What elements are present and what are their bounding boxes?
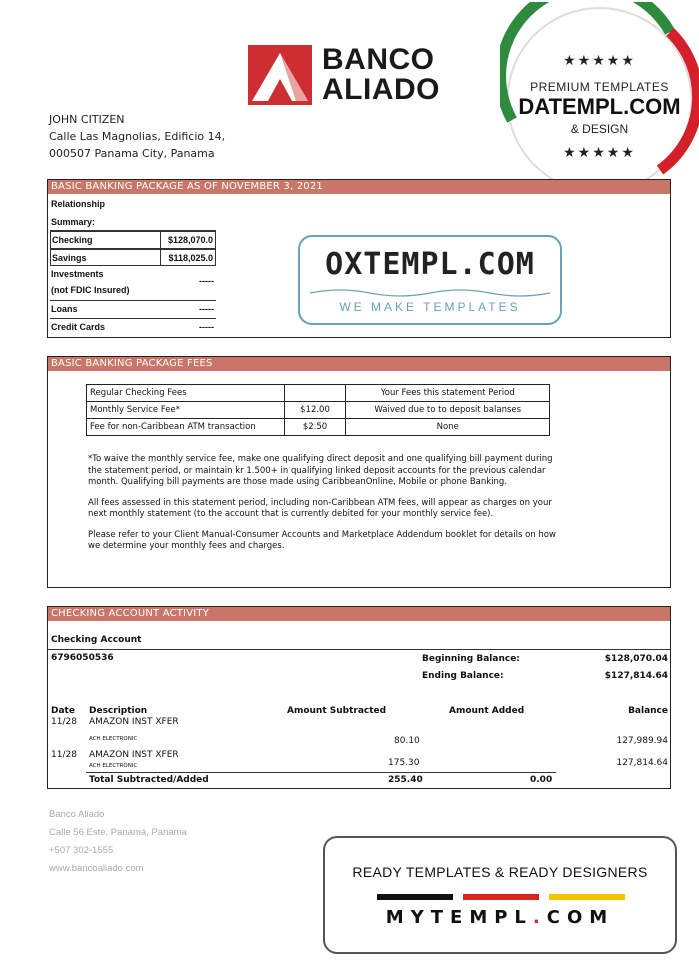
customer-address (49, 111, 225, 162)
fees-section (47, 356, 671, 588)
col-subtracted: Amount Subtracted (287, 706, 387, 716)
savings-label: Savings (52, 252, 87, 263)
fee-row (87, 402, 550, 419)
mytempl-promo (323, 836, 677, 954)
ending-balance-value: $127,814.64 (604, 671, 668, 681)
oxtempl-watermark (298, 235, 562, 325)
footer-bank-name: Banco Aliado (49, 809, 105, 820)
checking-label: Checking (52, 235, 93, 245)
fee-note-assessed: All fees assessed in this statement period, including non-Caribbean ATM fees, will appear as charges on your next monthly statement (to the account that is currently debited for your monthly service fee). (88, 497, 552, 519)
col-balance: Balance (628, 706, 668, 716)
summary-investments-row (50, 266, 216, 301)
activity-header: CHECKING ACCOUNT ACTIVITY (48, 607, 670, 621)
summary-table (50, 196, 216, 336)
txn-balance: 127,989.94 (616, 736, 668, 746)
bank-logo (248, 45, 463, 109)
address-line2: 000507 Panama City, Panama (49, 147, 215, 160)
total-added: 0.00 (530, 775, 553, 785)
txn-sub-description: ACH ELECTRONIC (89, 763, 138, 769)
loans-value: ----- (199, 304, 214, 314)
txn-date: 11/28 (51, 750, 77, 760)
fee-name: Fee for non-Caribbean ATM transaction (87, 419, 285, 436)
cards-label: Credit Cards (51, 321, 106, 332)
fee-note-refer: Please refer to your Client Manual-Consumer Accounts and Marketplace Addendum booklet for details on how we determine your monthly fees and charges. (88, 529, 556, 551)
txn-balance: 127,814.64 (616, 758, 668, 768)
promo-brand-left: MYTEMPL (385, 907, 533, 928)
account-number: 6796050536 (51, 653, 114, 663)
footer-phone: +507 302-1555 (49, 845, 114, 856)
txn-date: 11/28 (51, 717, 77, 727)
cards-value: ----- (199, 321, 214, 332)
watermark-wave-icon (300, 287, 560, 299)
fees-table (86, 384, 550, 436)
summary-label: Summary: (51, 216, 96, 227)
col-added: Amount Added (449, 706, 525, 716)
summary-savings-row (50, 249, 216, 267)
fee-amount: $12.00 (284, 402, 346, 419)
txn-subtracted: 80.10 (394, 736, 420, 746)
summary-header: BASIC BANKING PACKAGE AS OF NOVEMBER 3, 2021 (48, 180, 670, 194)
summary-relationship-row (50, 196, 216, 214)
fee-note: Waived due to to deposit balanses (346, 402, 550, 419)
col-description: Description (89, 706, 148, 716)
fees-header: BASIC BANKING PACKAGE FEES (48, 357, 670, 371)
total-subtracted: 255.40 (388, 775, 423, 785)
bank-name-line1: BANCO (322, 43, 435, 76)
ending-balance-label: Ending Balance: (422, 671, 504, 681)
account-label: Checking Account (51, 635, 142, 645)
fee-note-waive: *To waive the monthly service fee, make one qualifying direct deposit and one qualifying bill payment during the statement period, or maintain kr 1.500+ in qualifying linked deposit accounts for the previous calendar month. Qualifying bill payments are those made using CaribbeanOnline, Mobile or phone Banking. (88, 454, 553, 487)
fee-row (87, 385, 550, 402)
premium-seal (500, 2, 699, 198)
bank-footer (49, 806, 187, 878)
fee-row (87, 419, 550, 436)
investments-sub-label: (not FDIC Insured) (51, 285, 130, 295)
txn-description: AMAZON INST XFER (89, 717, 179, 727)
watermark-title: OXTEMPL.COM (325, 247, 535, 282)
col-date: Date (51, 706, 75, 716)
promo-brand-right: COM (546, 907, 615, 928)
watermark-subtitle: WE MAKE TEMPLATES (339, 300, 521, 314)
fee-name: Regular Checking Fees (87, 385, 285, 402)
txn-description: AMAZON INST XFER (89, 750, 179, 760)
savings-value: $118,025.0 (168, 252, 213, 263)
seal-line2: DATEMPL.COM (518, 94, 681, 119)
seal-stars-bottom: ★★★★★ (563, 144, 636, 160)
fee-notes (88, 454, 558, 562)
bank-name-line2: ALIADO (322, 73, 440, 106)
investments-value: ----- (199, 276, 214, 286)
promo-brand (325, 907, 675, 928)
loans-label: Loans (51, 304, 78, 314)
total-label: Total Subtracted/Added (89, 775, 209, 785)
seal-stars-top: ★★★★★ (563, 52, 636, 68)
txn-sub-description: ACH ELECTRONIC (89, 736, 138, 742)
summary-summary-row (50, 214, 216, 232)
fee-name: Monthly Service Fee* (87, 402, 285, 419)
summary-cards-row (50, 319, 216, 337)
bank-logo-mark-icon (248, 45, 312, 105)
address-line1: Calle Las Magnolias, Edificio 14, (49, 130, 226, 143)
summary-loans-row (50, 301, 216, 319)
fee-note: Your Fees this statement Period (346, 385, 550, 402)
investments-label: Investments (51, 269, 104, 279)
fee-amount (284, 385, 346, 402)
promo-tagline: READY TEMPLATES & READY DESIGNERS (352, 864, 648, 880)
checking-value: $128,070.0 (167, 235, 213, 245)
beginning-balance-label: Beginning Balance: (422, 654, 520, 664)
promo-color-bars (377, 894, 625, 900)
seal-line1: PREMIUM TEMPLATES (530, 80, 669, 94)
txn-subtracted: 175.30 (388, 758, 420, 768)
seal-line3: & DESIGN (570, 122, 629, 136)
customer-name: JOHN CITIZEN (49, 113, 125, 126)
beginning-balance-value: $128,070.04 (604, 654, 668, 664)
fee-amount: $2.50 (284, 419, 346, 436)
footer-address: Calle 56 Este, Panamá, Panama (49, 827, 187, 838)
summary-checking-row (50, 231, 216, 249)
footer-website[interactable]: www.bancoaliado.com (49, 863, 144, 874)
relationship-label: Relationship (51, 199, 106, 209)
promo-brand-dot: . (532, 907, 547, 928)
fee-note: None (346, 419, 550, 436)
activity-section (47, 606, 671, 789)
bank-name (322, 45, 440, 105)
